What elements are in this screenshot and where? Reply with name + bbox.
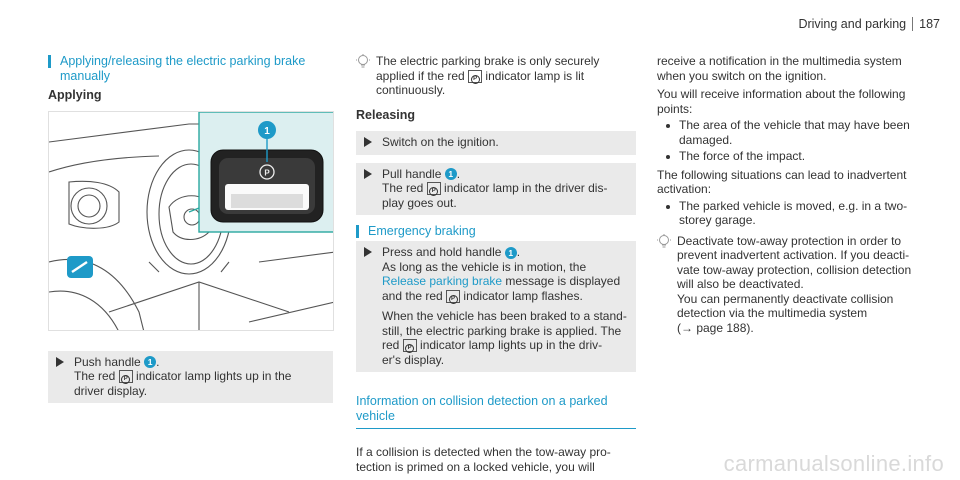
handle-number-badge: 1 xyxy=(144,356,156,368)
watermark: carmanualsonline.info xyxy=(723,451,944,476)
page-number: 187 xyxy=(919,17,940,31)
column-left xyxy=(48,54,333,403)
handle-number-badge: 1 xyxy=(505,247,517,259)
cockpit-drawing xyxy=(49,112,334,331)
bullet-vehicle-moved: The parked vehicle is moved, e.g. in a two- storey garage. xyxy=(657,199,937,228)
column-middle xyxy=(356,54,636,474)
note-deactivate-tow-away: Deactivate tow-away protection in order to prevent inadvertent activation. If you deacti- vate tow-away protection, collision detection will also be deactivated. You can permanently deactivate collision detection via the multimedia system (→ page 188). xyxy=(657,234,937,336)
column-right xyxy=(657,54,937,335)
section-heading-parking-brake: Applying/releasing the electric parking brake manually xyxy=(48,54,333,84)
header-section-title: Driving and parking xyxy=(798,17,907,31)
parking-lamp-icon: P xyxy=(446,290,460,303)
step-pull-handle: Pull handle 1 . The red P indicator lamp in the driver dis- play goes out. xyxy=(356,163,636,216)
step-arrow-icon xyxy=(364,169,372,179)
page-reference-link[interactable]: (→ page 188). xyxy=(677,320,754,335)
parking-lamp-icon: P xyxy=(468,70,482,83)
step-press-hold-handle: Press and hold handle 1 . As long as the vehicle is in motion, the Release parking brake message is displayed and the red P indicator lamp flashes. When the vehicle has been braked to a stand- still, the electric parking brake is applied. The red P indicator lamp lights up in the driv- er's display. xyxy=(356,241,636,372)
display-message-release-parking-brake: Release parking brake xyxy=(382,274,503,288)
parking-lamp-icon: P xyxy=(427,182,441,195)
page-header xyxy=(798,17,940,31)
step-push-handle: Push handle 1 . The red P indicator lamp lights up in the driver display. xyxy=(48,351,333,404)
note-securely-applied: The electric parking brake is only securely applied if the red P indicator lamp is lit continuously. xyxy=(356,54,636,98)
parking-lamp-icon: P xyxy=(403,339,417,352)
information-points-paragraph: You will receive information about the following points: xyxy=(657,87,906,116)
bullet-damaged-area: The area of the vehicle that may have been damaged. xyxy=(657,118,937,147)
notification-paragraph: receive a notification in the multimedia system when you switch on the ignition. xyxy=(657,54,902,83)
collision-info-paragraph: If a collision is detected when the tow-away pro- tection is primed on a locked vehicle, you will xyxy=(356,445,611,474)
header-divider xyxy=(912,17,913,31)
parking-lamp-icon: P xyxy=(119,370,133,383)
parking-brake-illustration xyxy=(48,111,334,331)
subheading-applying: Applying xyxy=(48,88,102,102)
step-arrow-icon xyxy=(364,137,372,147)
bullet-impact-force: The force of the impact. xyxy=(657,149,937,164)
handle-parking-symbol: P xyxy=(264,168,270,177)
lightbulb-note-icon xyxy=(356,54,370,70)
section-heading-collision-detection: Information on collision detection on a parked vehicle xyxy=(356,394,636,429)
step-arrow-icon xyxy=(364,247,372,257)
step-arrow-icon xyxy=(56,357,64,367)
subheading-releasing: Releasing xyxy=(356,107,416,122)
lightbulb-note-icon xyxy=(657,234,671,250)
step-switch-on-ignition: Switch on the ignition. xyxy=(356,131,636,155)
illustration-callout-number: 1 xyxy=(264,125,270,137)
section-heading-emergency-braking: Emergency braking xyxy=(356,224,636,239)
handle-number-badge: 1 xyxy=(445,168,457,180)
inadvertent-activation-paragraph: The following situations can lead to inadvertent activation: xyxy=(657,167,907,196)
